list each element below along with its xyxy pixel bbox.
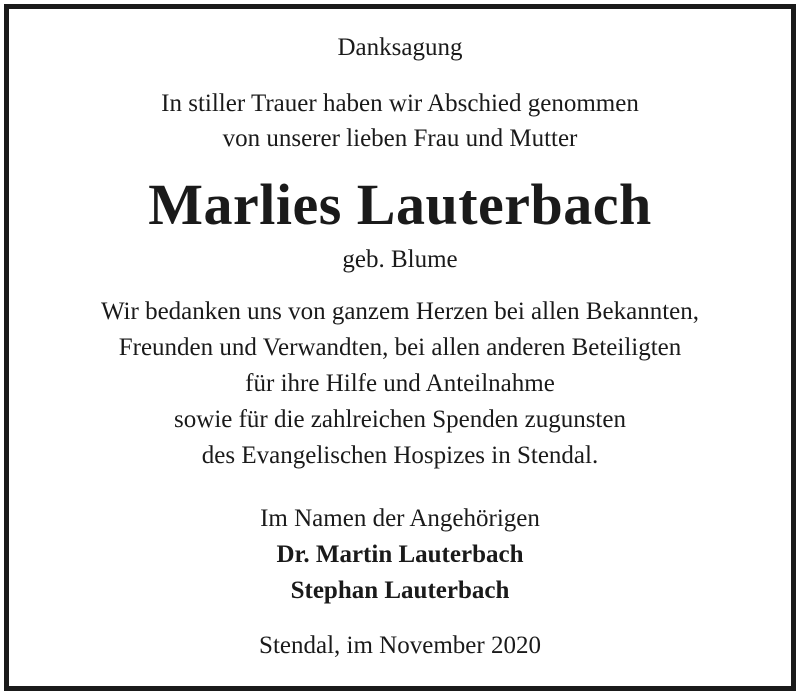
heading: Danksagung (337, 34, 463, 61)
signatory-2: Stephan Lauterbach (290, 577, 510, 604)
deceased-name: Marlies Lauterbach (148, 172, 652, 237)
thanks-line-5: des Evangelischen Hospizes in Stendal. (201, 442, 599, 469)
signature-intro: Im Namen der Angehörigen (260, 505, 540, 532)
intro-line-2: von unserer lieben Frau und Mutter (222, 125, 578, 152)
intro-line-1: In stiller Trauer haben wir Abschied genommen (161, 90, 639, 117)
thanks-line-1: Wir bedanken uns von ganzem Herzen bei allen Bekannten, (100, 298, 700, 325)
thanks-line-2: Freunden und Verwandten, bei allen anderen Beteiligten (118, 334, 682, 361)
thanks-line-3: für ihre Hilfe und Anteilnahme (245, 370, 555, 397)
obituary-frame (4, 4, 796, 691)
maiden-name: geb. Blume (342, 246, 458, 273)
thanks-line-4: sowie für die zahlreichen Spenden zugunsten (174, 406, 626, 433)
signatory-1: Dr. Martin Lauterbach (276, 541, 524, 568)
place-date: Stendal, im November 2020 (259, 632, 541, 659)
